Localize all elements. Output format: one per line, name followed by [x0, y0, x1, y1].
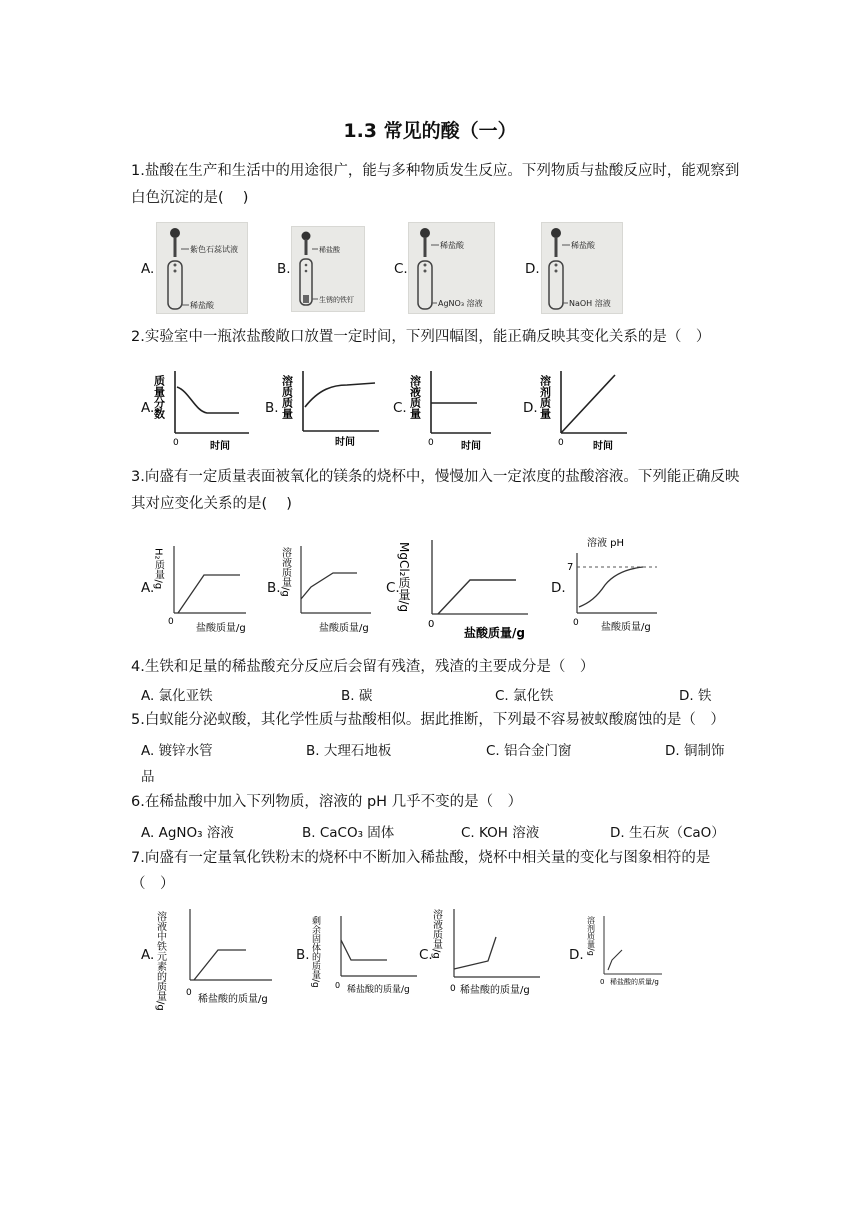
q4-option-d: D. 铁 — [679, 688, 712, 704]
q6-option-b: B. CaCO₃ 固体 — [302, 825, 395, 841]
q7-d-origin: 0 — [600, 978, 605, 986]
q7-b-origin: 0 — [335, 981, 341, 990]
q2-b-xlabel: 时间 — [335, 437, 355, 448]
q7-d-xlabel: 稀盐酸的质量/g — [610, 978, 659, 986]
question-5: 5.白蚁能分泌蚁酸，其化学性质与盐酸相似。据此推断，下列最不容易被蚁酸腐蚀的是（ ） — [131, 712, 725, 728]
q1-option-d-image — [541, 222, 623, 314]
q3-d-ylabel: 溶液 pH — [587, 538, 625, 549]
q2-a-curve — [177, 387, 239, 413]
q1-a-top-label: 紫色石蕊试液 — [190, 245, 238, 254]
q7-graph-c — [432, 905, 544, 1000]
question-1: 1.盐酸在生产和生活中的用途很广，能与多种物质发生反应。下列物质与盐酸反应时，能观察到白色沉淀的是( ) — [131, 163, 740, 206]
q7-b-xlabel: 稀盐酸的质量/g — [347, 985, 410, 995]
q1-c-top-label: 稀盐酸 — [440, 241, 464, 250]
q7-d-ylabel: 溶剂质量/g — [586, 916, 596, 956]
q2-c-xlabel: 时间 — [461, 441, 481, 452]
q2-option-d-letter: D. — [523, 400, 538, 416]
q3-c-line — [438, 580, 516, 614]
q2-d-xlabel: 时间 — [593, 441, 613, 452]
question-4: 4.生铁和足量的稀盐酸充分反应后会留有残渣，残渣的主要成分是（ ） — [131, 659, 595, 675]
q3-d-mark: 7 — [567, 562, 574, 573]
q3-b-line — [301, 573, 357, 599]
q7-graph-b — [311, 912, 421, 997]
q6-option-c: C. KOH 溶液 — [461, 825, 540, 841]
q2-d-ylabel: 溶剂质量 — [538, 375, 552, 419]
q1-option-d-letter: D. — [525, 261, 540, 277]
q1-option-b-image — [291, 226, 365, 312]
q7-a-line — [194, 950, 246, 980]
q4-option-c: C. 氯化铁 — [495, 688, 554, 704]
q1-option-a-letter: A. — [141, 261, 155, 277]
q5-option-c: C. 铝合金门窗 — [486, 743, 572, 759]
question-2: 2.实验室中一瓶浓盐酸敞口放置一定时间，下列四幅图，能正确反映其变化关系的是（ ） — [131, 329, 711, 345]
q3-d-xlabel: 盐酸质量/g — [601, 622, 651, 633]
q3-b-ylabel: 溶液质量/g — [279, 547, 291, 597]
q4-option-a: A. 氯化亚铁 — [141, 688, 213, 704]
q2-d-line — [561, 375, 615, 433]
q3-option-c-letter: C. — [386, 580, 400, 596]
question-6: 6.在稀盐酸中加入下列物质，溶液的 pH 几乎不变的是（ ） — [131, 794, 523, 810]
q3-option-d-letter: D. — [551, 580, 566, 596]
q3-a-xlabel: 盐酸质量/g — [196, 623, 246, 634]
q2-graph-d — [538, 363, 641, 453]
q5-option-a: A. 镀锌水管 — [141, 743, 213, 759]
q2-option-b-letter: B. — [265, 400, 279, 416]
q3-c-origin: 0 — [428, 619, 435, 630]
q2-b-ylabel: 溶质质量 — [280, 375, 294, 419]
q7-a-ylabel: 溶液中铁元素的质量/g — [154, 911, 166, 1011]
q7-b-ylabel: 剩余固体的质量/g — [310, 916, 320, 988]
question-7: 7.向盛有一定量氧化铁粉末的烧杯中不断加入稀盐酸，烧杯中相关量的变化与图象相符的是 — [131, 850, 711, 866]
q7-a-origin: 0 — [186, 988, 192, 998]
q7-option-c-letter: C. — [419, 947, 433, 963]
q3-option-a-letter: A. — [141, 580, 155, 596]
q1-a-bottom-label: 稀盐酸 — [190, 301, 214, 310]
q3-a-ylabel: H₂质量/g — [152, 548, 164, 590]
page-title: 1.3 常见的酸（一） — [343, 120, 517, 142]
test-tube-dropper-icon-c — [409, 223, 494, 313]
q4-option-b: B. 碳 — [341, 688, 373, 704]
q7-option-d-letter: D. — [569, 947, 584, 963]
q2-graph-b — [280, 363, 383, 453]
q5-option-b: B. 大理石地板 — [306, 743, 392, 759]
q1-option-c-image — [408, 222, 495, 314]
q7-option-a-letter: A. — [141, 947, 155, 963]
test-tube-dropper-icon — [157, 223, 247, 313]
q3-c-ylabel: MgCl₂质量/g — [397, 542, 411, 613]
test-tube-dropper-icon-d — [542, 223, 622, 313]
q2-d-origin: 0 — [558, 438, 564, 448]
test-tube-nail-icon — [292, 227, 364, 311]
q7-d-line — [608, 950, 622, 970]
q2-a-xlabel: 时间 — [210, 441, 230, 452]
q1-option-a-image — [156, 222, 248, 314]
q3-b-xlabel: 盐酸质量/g — [319, 623, 369, 634]
q7-option-b-letter: B. — [296, 947, 310, 963]
q7-graph-a — [154, 905, 278, 1011]
q7-c-xlabel: 稀盐酸的质量/g — [460, 985, 530, 996]
question-3: 3.向盛有一定质量表面被氧化的镁条的烧杯中，慢慢加入一定浓度的盐酸溶液。下列能正确反映其对应变化关系的是( ) — [131, 469, 740, 512]
q3-graph-a — [154, 540, 254, 635]
q1-b-top-label: 稀盐酸 — [319, 246, 340, 254]
q3-d-curve — [579, 567, 643, 607]
q7-graph-d — [588, 912, 670, 992]
q1-c-bottom-label: AgNO₃ 溶液 — [438, 299, 483, 308]
q2-c-origin: 0 — [428, 438, 434, 448]
q2-option-c-letter: C. — [393, 400, 407, 416]
q3-graph-b — [281, 543, 376, 635]
q2-c-ylabel: 溶液质量 — [408, 375, 422, 419]
q3-a-line — [178, 575, 240, 613]
q3-d-origin: 0 — [573, 618, 579, 628]
q1-option-b-letter: B. — [277, 261, 291, 277]
q7-a-xlabel: 稀盐酸的质量/g — [198, 994, 268, 1005]
question-7-blank: （ ） — [131, 876, 175, 892]
q1-b-bottom-label: 生锈的铁钉 — [319, 296, 354, 304]
q1-d-bottom-label: NaOH 溶液 — [569, 299, 611, 308]
q2-a-ylabel: 质量分数 — [152, 375, 166, 419]
q6-option-a: A. AgNO₃ 溶液 — [141, 825, 234, 841]
q2-graph-a — [152, 363, 255, 453]
q7-b-line — [341, 940, 387, 960]
q7-c-line — [454, 937, 496, 969]
q2-b-curve — [305, 383, 375, 407]
q2-option-a-letter: A. — [141, 400, 155, 416]
q5-option-d-wrap: 品 — [141, 769, 155, 785]
q1-option-c-letter: C. — [394, 261, 408, 277]
q3-a-origin: 0 — [168, 617, 174, 627]
q7-c-origin: 0 — [450, 984, 456, 994]
q3-c-xlabel: 盐酸质量/g — [464, 626, 525, 640]
q7-c-ylabel: 溶液质量/g — [430, 909, 442, 959]
q3-graph-d — [565, 533, 670, 633]
q2-a-origin: 0 — [173, 438, 179, 448]
q2-graph-c — [408, 363, 511, 453]
q1-d-top-label: 稀盐酸 — [571, 241, 595, 250]
q3-option-b-letter: B. — [267, 580, 281, 596]
q6-option-d: D. 生石灰（CaO） — [610, 825, 725, 841]
q3-graph-c — [397, 532, 535, 642]
q5-option-d: D. 铜制饰 — [665, 743, 725, 759]
